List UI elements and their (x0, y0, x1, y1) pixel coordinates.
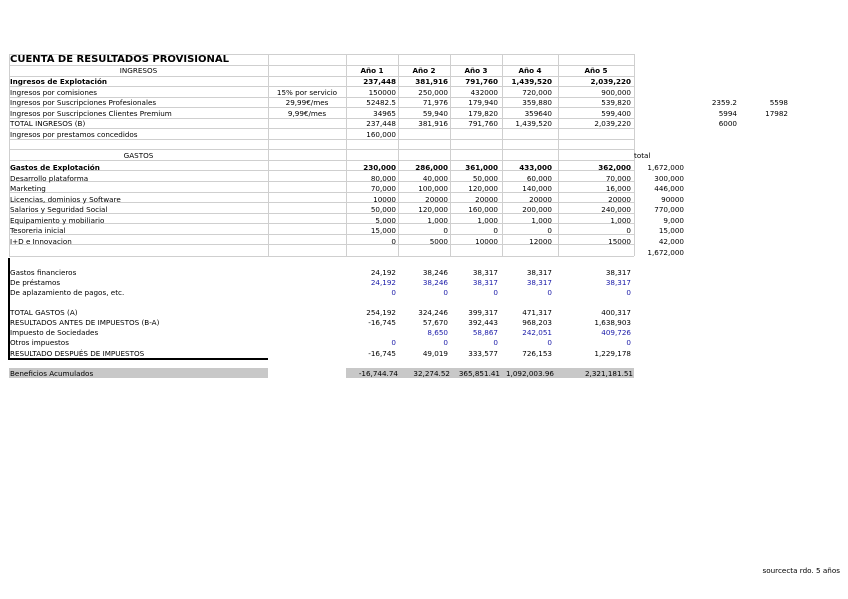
expense-total: 42,000 (658, 237, 684, 246)
expense-value: 60,000 (526, 174, 552, 183)
expense-value: 1,000 (427, 216, 448, 225)
income-value: 791,760 (468, 119, 498, 128)
grid-line (268, 149, 269, 256)
beneficios-value: 2,321,181.51 (584, 369, 633, 378)
result-value: 242,051 (522, 328, 552, 337)
income-value: 359,880 (522, 98, 552, 107)
result-value: -16,745 (368, 349, 396, 358)
result-row-label: Impuesto de Sociedades (10, 328, 99, 337)
expense-value: 70,000 (370, 184, 396, 193)
result-value: 400,317 (601, 308, 631, 317)
finance-value: 24,192 (370, 278, 396, 287)
result-row-label: RESULTADOS ANTES DE IMPUESTOS (B-A) (10, 318, 160, 327)
grid-line (346, 54, 347, 160)
result-value: 333,577 (468, 349, 498, 358)
beneficios-value: -16,744.74 (358, 369, 398, 378)
expense-value: 240,000 (601, 205, 631, 214)
expense-row-label: Salarios y Seguridad Social (10, 205, 108, 214)
expense-value: 50,000 (472, 174, 498, 183)
result-value: 0 (391, 338, 396, 347)
expense-value: 100,000 (418, 184, 448, 193)
expense-value: 0 (626, 226, 631, 235)
side-value: 5994 (718, 109, 737, 118)
expense-value: 20000 (608, 195, 631, 204)
expense-value: 40,000 (422, 174, 448, 183)
expense-value: 286,000 (415, 163, 448, 172)
income-row-label: Ingresos por comisiones (10, 88, 98, 97)
expense-value: 0 (493, 226, 498, 235)
grid-line (9, 107, 634, 108)
year-header: Año 2 (412, 66, 436, 75)
year-header: Año 4 (518, 66, 542, 75)
year-header: Año 5 (584, 66, 608, 75)
grid-line (268, 54, 269, 160)
expense-total: 446,000 (654, 184, 684, 193)
side-value: 2359.2 (711, 98, 737, 107)
result-value: 254,192 (366, 308, 396, 317)
expense-total: 770,000 (654, 205, 684, 214)
grid-line (9, 256, 634, 257)
result-value: 726,153 (522, 349, 552, 358)
expense-total: 9,000 (663, 216, 684, 225)
expense-value: 200,000 (522, 205, 552, 214)
income-row-note: 9,99€/mes (287, 109, 327, 118)
page-title: CUENTA DE RESULTADOS PROVISIONAL (10, 54, 230, 65)
expense-value: 1,000 (477, 216, 498, 225)
finance-row-label: Gastos financieros (10, 268, 77, 277)
finance-value: 0 (443, 288, 448, 297)
income-value: 1,439,520 (511, 77, 552, 86)
income-row-label: Ingresos de Explotación (10, 77, 108, 86)
result-value: 0 (626, 338, 631, 347)
grid-line (9, 86, 634, 87)
income-row-label: Ingresos por Suscripciones Clientes Premium (10, 109, 172, 118)
expense-row-label: I+D e Innovacion (10, 237, 72, 246)
expense-value: 0 (443, 226, 448, 235)
income-row-label: TOTAL INGRESOS (B) (10, 119, 86, 128)
expense-row-label: Equipamiento y mobiliario (10, 216, 105, 225)
income-row-note: 15% por servicio (276, 88, 338, 97)
result-value: 1,229,178 (594, 349, 631, 358)
income-value: 381,916 (418, 119, 448, 128)
expense-total: 1,672,000 (647, 163, 684, 172)
expense-value: 80,000 (370, 174, 396, 183)
expense-value: 362,000 (598, 163, 631, 172)
beneficios-label: Beneficios Acumulados (10, 369, 94, 378)
income-value: 539,820 (601, 98, 631, 107)
result-value: 49,019 (422, 349, 448, 358)
finance-row-label: De préstamos (10, 278, 61, 287)
expense-total: 15,000 (658, 226, 684, 235)
expense-value: 10000 (373, 195, 396, 204)
finance-value: 0 (493, 288, 498, 297)
income-value: 2,039,220 (594, 119, 631, 128)
grid-line (502, 54, 503, 160)
result-underline (8, 358, 268, 360)
expense-value: 120,000 (418, 205, 448, 214)
expense-row-label: Desarrollo plataforma (10, 174, 89, 183)
income-value: 900,000 (601, 88, 631, 97)
finance-value: 38,246 (422, 268, 448, 277)
total-header: total (634, 151, 651, 160)
finance-value: 38,317 (605, 268, 631, 277)
gastos-header: GASTOS (123, 151, 154, 160)
grid-line (9, 149, 634, 150)
finance-value: 38,246 (422, 278, 448, 287)
income-value: 34965 (373, 109, 396, 118)
expense-value: 5,000 (375, 216, 396, 225)
income-value: 179,820 (468, 109, 498, 118)
side-value: 6000 (718, 119, 737, 128)
expense-row-label: Licencias, dominios y Software (10, 195, 121, 204)
expense-value: 50,000 (370, 205, 396, 214)
result-value: -16,745 (368, 318, 396, 327)
finance-value: 0 (391, 288, 396, 297)
expense-value: 140,000 (522, 184, 552, 193)
finance-value: 38,317 (472, 268, 498, 277)
expense-value: 15000 (608, 237, 631, 246)
income-value: 160,000 (366, 130, 396, 139)
income-value: 250,000 (418, 88, 448, 97)
finance-value: 0 (547, 288, 552, 297)
result-value: 392,443 (468, 318, 498, 327)
side-value: 17982 (765, 109, 788, 118)
year-header: Año 1 (360, 66, 384, 75)
grid-line (398, 54, 399, 160)
result-value: 8,650 (427, 328, 448, 337)
expense-value: 1,000 (531, 216, 552, 225)
expense-total: 300,000 (654, 174, 684, 183)
finance-row-label: De aplazamiento de pagos, etc. (10, 288, 125, 297)
income-row-label: Ingresos por Suscripciones Profesionales (10, 98, 157, 107)
expense-value: 12000 (529, 237, 552, 246)
grid-line (558, 54, 559, 160)
finance-value: 38,317 (526, 278, 552, 287)
income-value: 720,000 (522, 88, 552, 97)
expense-value: 0 (547, 226, 552, 235)
side-value: 5598 (769, 98, 788, 107)
expense-value: 1,000 (610, 216, 631, 225)
beneficios-value: 32,274.52 (413, 369, 450, 378)
income-value: 599,400 (601, 109, 631, 118)
income-value: 59,940 (422, 109, 448, 118)
expense-value: 16,000 (605, 184, 631, 193)
beneficios-value: 1,092,003.96 (505, 369, 554, 378)
income-row-label: Ingresos por prestamos concedidos (10, 130, 138, 139)
result-value: 409,726 (601, 328, 631, 337)
income-value: 237,448 (366, 119, 396, 128)
income-value: 791,760 (465, 77, 498, 86)
expense-value: 433,000 (519, 163, 552, 172)
expense-value: 20000 (529, 195, 552, 204)
income-value: 237,448 (363, 77, 396, 86)
grid-line (558, 149, 559, 256)
grid-line (9, 139, 634, 140)
expense-value: 361,000 (465, 163, 498, 172)
grid-line (450, 54, 451, 160)
result-value: 58,867 (472, 328, 498, 337)
income-value: 2,039,220 (590, 77, 631, 86)
result-value: 968,203 (522, 318, 552, 327)
income-value: 52482.5 (366, 98, 396, 107)
year-header: Año 3 (464, 66, 488, 75)
grid-line (9, 160, 634, 161)
expense-value: 15,000 (370, 226, 396, 235)
expense-value: 10000 (475, 237, 498, 246)
result-value: 0 (443, 338, 448, 347)
result-row-label: TOTAL GASTOS (A) (10, 308, 78, 317)
finance-value: 38,317 (472, 278, 498, 287)
expense-value: 160,000 (468, 205, 498, 214)
income-value: 179,940 (468, 98, 498, 107)
expense-row-label: Marketing (10, 184, 46, 193)
result-value: 471,317 (522, 308, 552, 317)
grid-line (634, 54, 635, 160)
result-value: 399,317 (468, 308, 498, 317)
expense-value: 20000 (475, 195, 498, 204)
footer-note: sourcecta rdo. 5 años (762, 566, 840, 575)
beneficios-value: 365,851.41 (458, 369, 500, 378)
result-value: 0 (493, 338, 498, 347)
result-value: 57,670 (422, 318, 448, 327)
grid-line (9, 128, 634, 129)
grand-total: 1,672,000 (647, 248, 684, 257)
finance-value: 38,317 (526, 268, 552, 277)
income-value: 150000 (368, 88, 396, 97)
expense-value: 20000 (425, 195, 448, 204)
expense-value: 70,000 (605, 174, 631, 183)
income-value: 432000 (470, 88, 498, 97)
income-value: 71,976 (422, 98, 448, 107)
expense-row-label: Tesoreria inicial (10, 226, 66, 235)
finance-value: 0 (626, 288, 631, 297)
expense-row-label: Gastos de Explotación (10, 163, 100, 172)
finance-value: 24,192 (370, 268, 396, 277)
result-value: 0 (547, 338, 552, 347)
income-row-note: 29,99€/mes (285, 98, 329, 107)
ingresos-header: INGRESOS (119, 66, 158, 75)
finance-value: 38,317 (605, 278, 631, 287)
expense-value: 120,000 (468, 184, 498, 193)
result-value: 1,638,903 (594, 318, 631, 327)
expense-value: 0 (391, 237, 396, 246)
income-value: 359640 (524, 109, 552, 118)
expense-value: 230,000 (363, 163, 396, 172)
result-row-label: RESULTADO DESPUÉS DE IMPUESTOS (10, 349, 145, 358)
result-value: 324,246 (418, 308, 448, 317)
result-row-label: Otros impuestos (10, 338, 69, 347)
expense-value: 5000 (429, 237, 448, 246)
income-value: 1,439,520 (515, 119, 552, 128)
expense-total: 90000 (661, 195, 684, 204)
income-value: 381,916 (415, 77, 448, 86)
